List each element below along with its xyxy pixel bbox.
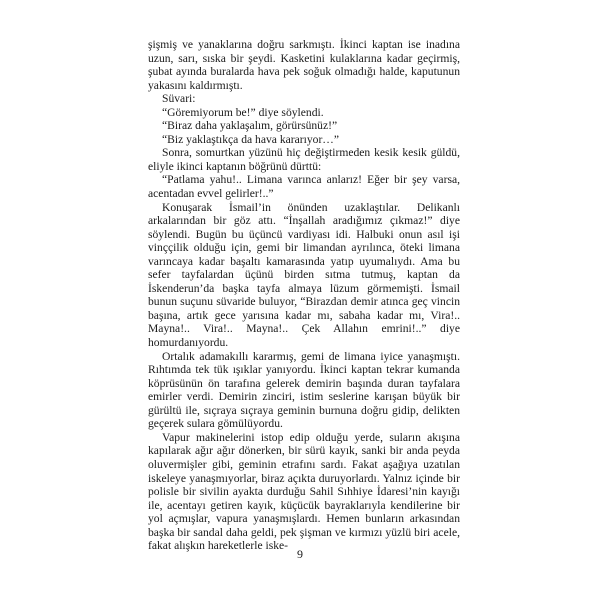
paragraph: Ortalık adamakıllı kararmış, gemi de limana iyice yanaşmıştı. Rıhtımda tek tük ışıklar yanıyordu. İkinci kaptan tekrar kumanda köprüsünün ön tarafına gelerek demirin başında duran tayfalara emirler verdi. Demirin zinciri, istim seslerine karışan büyük bir gürültü ile, sıçraya sıçraya geminin burnuna doğru gidip, delikten geçerek sulara gömülüyordu. [148, 349, 460, 431]
paragraph: şişmiş ve yanaklarına doğru sarkmıştı. İkinci kaptan ise inadına uzun, sarı, sıska bir şeydi. Kasketini kulaklarına kadar geçirmiş, şubat ayında buralarda hava pek soğuk olmadığı halde, kaputunun yakasını kaldırmıştı. [148, 38, 460, 92]
paragraph: “Patlama yahu!.. Limana varınca anlarız! Eğer bir şey varsa, acentadan evvel gelirler!..” [148, 173, 460, 201]
paragraph: Sonra, somurtkan yüzünü hiç değiştirmeden kesik kesik güldü, eliyle ikinci kaptanın böğrünü dürttü: [148, 146, 460, 173]
paragraph: Vapur makinelerini istop edip olduğu yerde, suların akışına kapılarak ağır ağır dönerken, bir sürü kayık, sanki bir anda peyda oluvermişler gibi, geminin etrafını sardı. Fakat aşağıya uzatılan iskeleye yanaşmıyorlar, biraz açıkta duruyorlardı. Yalnız içinde bir polisle bir sivilin ayakta durduğu Sahil Sıhhiye İdaresi’nin kayığı ile, acentayı getiren kayık, küçücük bayraklarıyla kendilerine bir yol açmışlar, vapura yanaşmışlardı. Hemen bunların arkasından başka bir sandal daha geldi, pek şişman ve kırmızı yüzlü biri acele, fakat alışkın hareketlerle iske- [148, 430, 460, 553]
paragraph: Konuşarak İsmail’in önünden uzaklaştılar. Delikanlı arkalarından bir göz attı. “İnşallah aradığımız çıkmaz!” diye söylendi. Bugün bu üçüncü vardiyası idi. Halbuki onun asıl işi vinççilik olduğu için, gemi bir limandan ayrılınca, öteki limana varıncaya kadar başaltı kamarasında yatıp uyumalıydı. Ama bu sefer tayfalardan üçünü birden sıtma tutmuş, kaptan da İskenderun’da başka tayfa almaya lüzum görmemişti. İsmail bunun suçunu süvaride buluyor, “Birazdan demir atınca geç vincin başına, artık gece yarısına kadar mı, sabaha kadar mı, Vira!.. Mayna!.. Vira!.. Mayna!.. Çek Allahın emrini!..” diye homurdanıyordu. [148, 200, 460, 350]
paragraph: “Göremiyorum be!” diye söylendi. [162, 105, 324, 119]
paragraph: “Biraz daha yaklaşalım, görürsünüz!” [162, 119, 338, 133]
body-text [148, 38, 460, 553]
paragraph: “Biz yaklaştıkça da hava kararıyor…” [162, 132, 340, 146]
page-number: 9 [297, 547, 303, 561]
paragraph: Süvari: [162, 92, 196, 106]
